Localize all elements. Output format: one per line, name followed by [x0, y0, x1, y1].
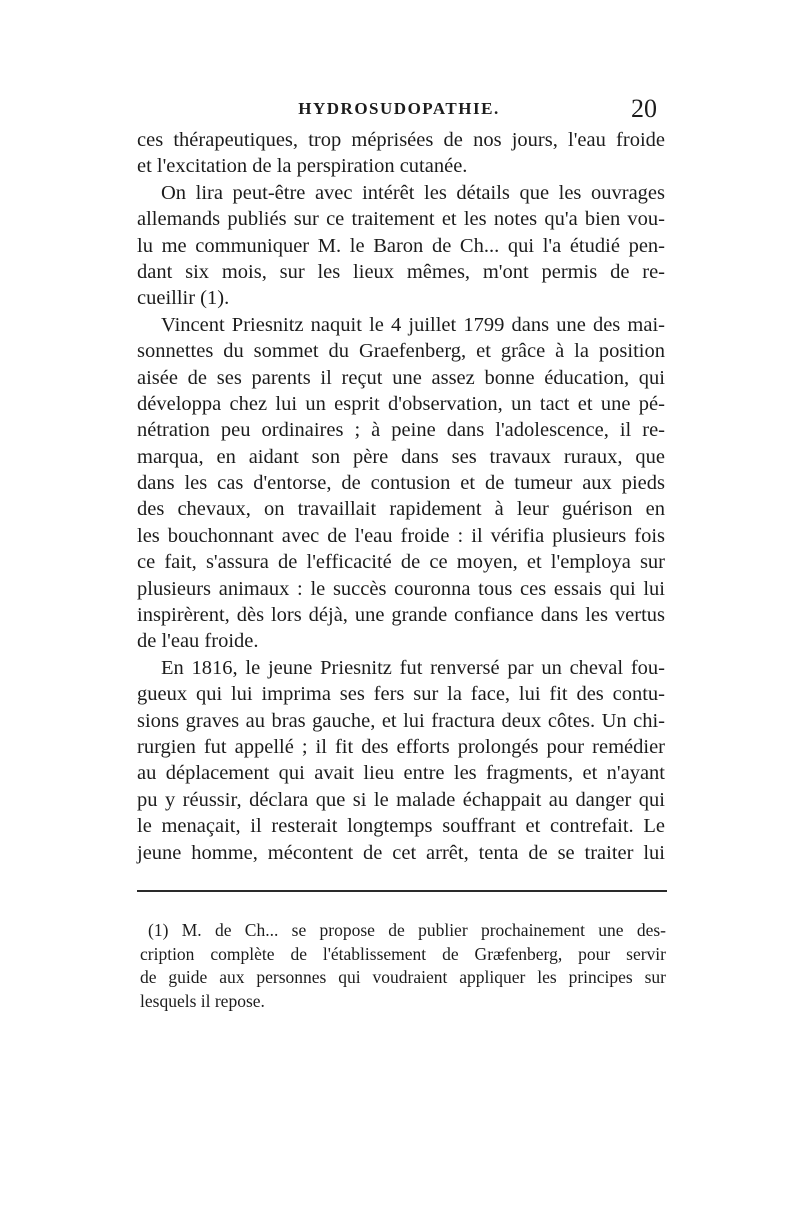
footnote-line: cription complète de l'établissement de Græfenberg, pour servir [140, 943, 666, 964]
text-line: de l'eau froide. [137, 630, 259, 653]
footnote-line: (1) M. de Ch... se propose de publier prochainement une des- [148, 920, 666, 940]
text-line: cueillir (1). [137, 287, 230, 310]
text-line: lu me communiquer M. le Baron de Ch... qui l'a étudié pen- [137, 234, 665, 257]
text-line: Vincent Priesnitz naquit le 4 juillet 1799 dans une des mai- [161, 313, 665, 336]
text-line: dans les cas d'entorse, de contusion et de tumeur aux pieds [137, 472, 665, 495]
footnote-divider [137, 890, 667, 892]
text-line: ces thérapeutiques, trop méprisées de nos jours, l'eau froide [137, 129, 665, 151]
running-title: HYDROSUDOPATHIE. [298, 99, 500, 118]
text-line: On lira peut-être avec intérêt les détails que les ouvrages [161, 181, 665, 204]
text-line: inspirèrent, dès lors déjà, une grande confiance dans les vertus [137, 604, 665, 627]
footnote [140, 919, 666, 1013]
text-line: En 1816, le jeune Priesnitz fut renversé par un cheval fou- [161, 656, 665, 679]
text-line: les bouchonnant avec de l'eau froide : il vérifia plusieurs fois [137, 524, 665, 547]
text-line: ce fait, s'assura de l'efficacité de ce moyen, et l'employa sur [137, 551, 665, 574]
text-line: au déplacement qui avait lieu entre les fragments, et n'ayant [137, 762, 665, 785]
footnote-line: lesquels il repose. [140, 990, 265, 1011]
text-line: pu y réussir, déclara que si le malade échappait au danger qui [137, 788, 665, 811]
text-line: plusieurs animaux : le succès couronna tous ces essais qui lui [137, 577, 665, 600]
main-text [137, 127, 665, 866]
text-line: développa chez lui un esprit d'observation, un tact et une pé- [137, 392, 665, 415]
text-line: et l'excitation de la perspiration cutanée. [137, 155, 468, 178]
footnote-line: de guide aux personnes qui voudraient appliquer les principes sur [140, 967, 666, 988]
running-head [137, 95, 661, 125]
text-line: jeune homme, mécontent de cet arrêt, tenta de se traiter lui [137, 841, 665, 864]
text-line: rurgien fut appellé ; il fit des efforts prolongés pour remédier [137, 735, 665, 758]
text-line: sions graves au bras gauche, et lui fractura deux côtes. Un chi- [137, 709, 665, 732]
text-line: marqua, en aidant son père dans ses travaux ruraux, que [137, 445, 665, 468]
text-line: le menaçait, il resterait longtemps souffrant et contrefait. Le [137, 815, 665, 838]
page-number: 20 [631, 94, 657, 123]
text-line: nétration peu ordinaires ; à peine dans l'adolescence, il re- [137, 419, 665, 442]
text-line: sonnettes du sommet du Graefenberg, et grâce à la position [137, 340, 665, 363]
text-line: dant six mois, sur les lieux mêmes, m'ont permis de re- [137, 260, 665, 283]
text-line: allemands publiés sur ce traitement et les notes qu'a bien vou- [137, 208, 665, 231]
text-line: gueux qui lui imprima ses fers sur la face, lui fit des contu- [137, 683, 665, 706]
text-line: des chevaux, on travaillait rapidement à leur guérison en [137, 498, 665, 521]
text-line: aisée de ses parents il reçut une assez bonne éducation, qui [137, 366, 665, 389]
